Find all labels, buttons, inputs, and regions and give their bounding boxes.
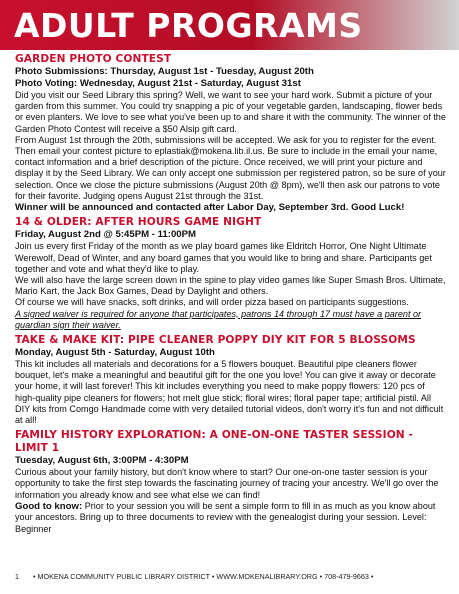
page-footer [15, 572, 445, 582]
page-title: ADULT PROGRAMS [14, 6, 363, 45]
winner-note: Winner will be announced and contacted after Labor Day, September 3rd. Good Luck! [15, 202, 405, 214]
event-date: Friday, August 2nd @ 5:45PM - 11:00PM [15, 229, 197, 241]
good-to-know-label: Good to know: [15, 500, 83, 512]
section-body: Join us every first Friday of the month as we play board games like Eldritch Horror, One Night Ultimate Werewolf, Dead of Winter, and any board games that you would like to bring and share. Participants get together and vote and what they'd like to play. [15, 241, 432, 274]
section-body: Did you visit our Seed Library this spring? Well, we want to see your hard work. Submit a picture of your garden from this summer. You could try snapping a pic of your vegetable garden, landscaping, flower beds or even planters. We love to see what you've been up to and share it with the community. The winner of the Garden Photo Contest will receive a $50 Alsip gift card. [15, 90, 446, 134]
section-body: Of course we will have snacks, soft drinks, and will order pizza based on participants suggestions. [15, 297, 409, 308]
section-title: TAKE & MAKE KIT: PIPE CLEANER POPPY DIY KIT FOR 5 BLOSSOMS [15, 334, 416, 347]
footer-contact: • MOKENA COMMUNITY PUBLIC LIBRARY DISTRICT • WWW.MOKENALIBRARY.ORG • 708-479-9663 • [33, 572, 374, 581]
good-to-know [15, 501, 447, 535]
family-history-section [15, 429, 447, 534]
waiver-note: A signed waiver is required for anyone that participates, patrons 14 through 17 must have a parent or guardian sign their waiver. [15, 308, 422, 330]
submission-dates: Photo Submissions: Thursday, August 1st - Tuesday, August 20th [15, 66, 314, 77]
voting-dates: Photo Voting: Wednesday, August 21st - Saturday, August 31st [15, 78, 301, 89]
section-title: FAMILY HISTORY EXPLORATION: A ONE-ON-ONE TASTER SESSION - LIMIT 1 [15, 429, 414, 455]
section-title: 14 & OLDER: AFTER HOURS GAME NIGHT [15, 216, 262, 229]
good-to-know-text: Prior to your session you will be sent a simple form to fill in as much as you know about your ancestors. Bring up to three documents to review with the genealogist during your session. Level: Beginner [15, 500, 436, 534]
page-banner [0, 0, 459, 50]
section-body: From August 1st through the 20th, submissions will be accepted. We ask for you to register for the event. Then email your contest picture to eplastiak@mokena.lib.il.us. Be sure to include in the email your name, contact information and a brief description of the picture. Once received, we will print your picture and display it by the Seed Library. We can only accept one submission per registered patron, so be sure of your selection. Once we close the picture submissions (August 20th @ 8pm), we'll then ask our patrons to vote for their favorite. Judging opens August 21st through the 31st. [15, 134, 446, 201]
poppy-kit-section [15, 334, 447, 426]
section-title: GARDEN PHOTO CONTEST [15, 53, 172, 65]
event-date: Tuesday, August 6th, 3:00PM - 4:30PM [15, 455, 189, 467]
game-night-section [15, 216, 447, 331]
program-list [15, 53, 447, 538]
section-body: Curious about your family history, but don't know where to start? Our one-on-one taster session is your opportunity to take the first step towards the fascinating journey of tracing your ancestry. We'll go over the information you already know and see what else we can find! [15, 467, 439, 500]
section-body: We will also have the large screen down in the spine to play video games like Super Smash Bros. Ultimate, Mario Kart, the Jack Box Games, Dead by Daylight and others. [15, 275, 446, 297]
event-date: Monday, August 5th - Saturday, August 10th [15, 347, 215, 359]
garden-contest-section [15, 53, 447, 213]
section-body: This kit includes all materials and decorations for a 5 flowers bouquet. Beautiful pipe cleaners flower bouquet, let's make a meaningful and beautiful gift for the one you love! You can give it away or decorate your home, it will last forever! This kit includes everything you need to make poppy flowers: 120 pcs of high-quality pipe cleaners for flowers; hot melt glue stick; floral wires; floral paper tape; artificial pistil. All DIY kits from Comgo Handmade come with very detailed tutorial videos, don't worry it's fun and not difficult at all! [15, 359, 444, 426]
page-number: 1 [15, 572, 19, 581]
